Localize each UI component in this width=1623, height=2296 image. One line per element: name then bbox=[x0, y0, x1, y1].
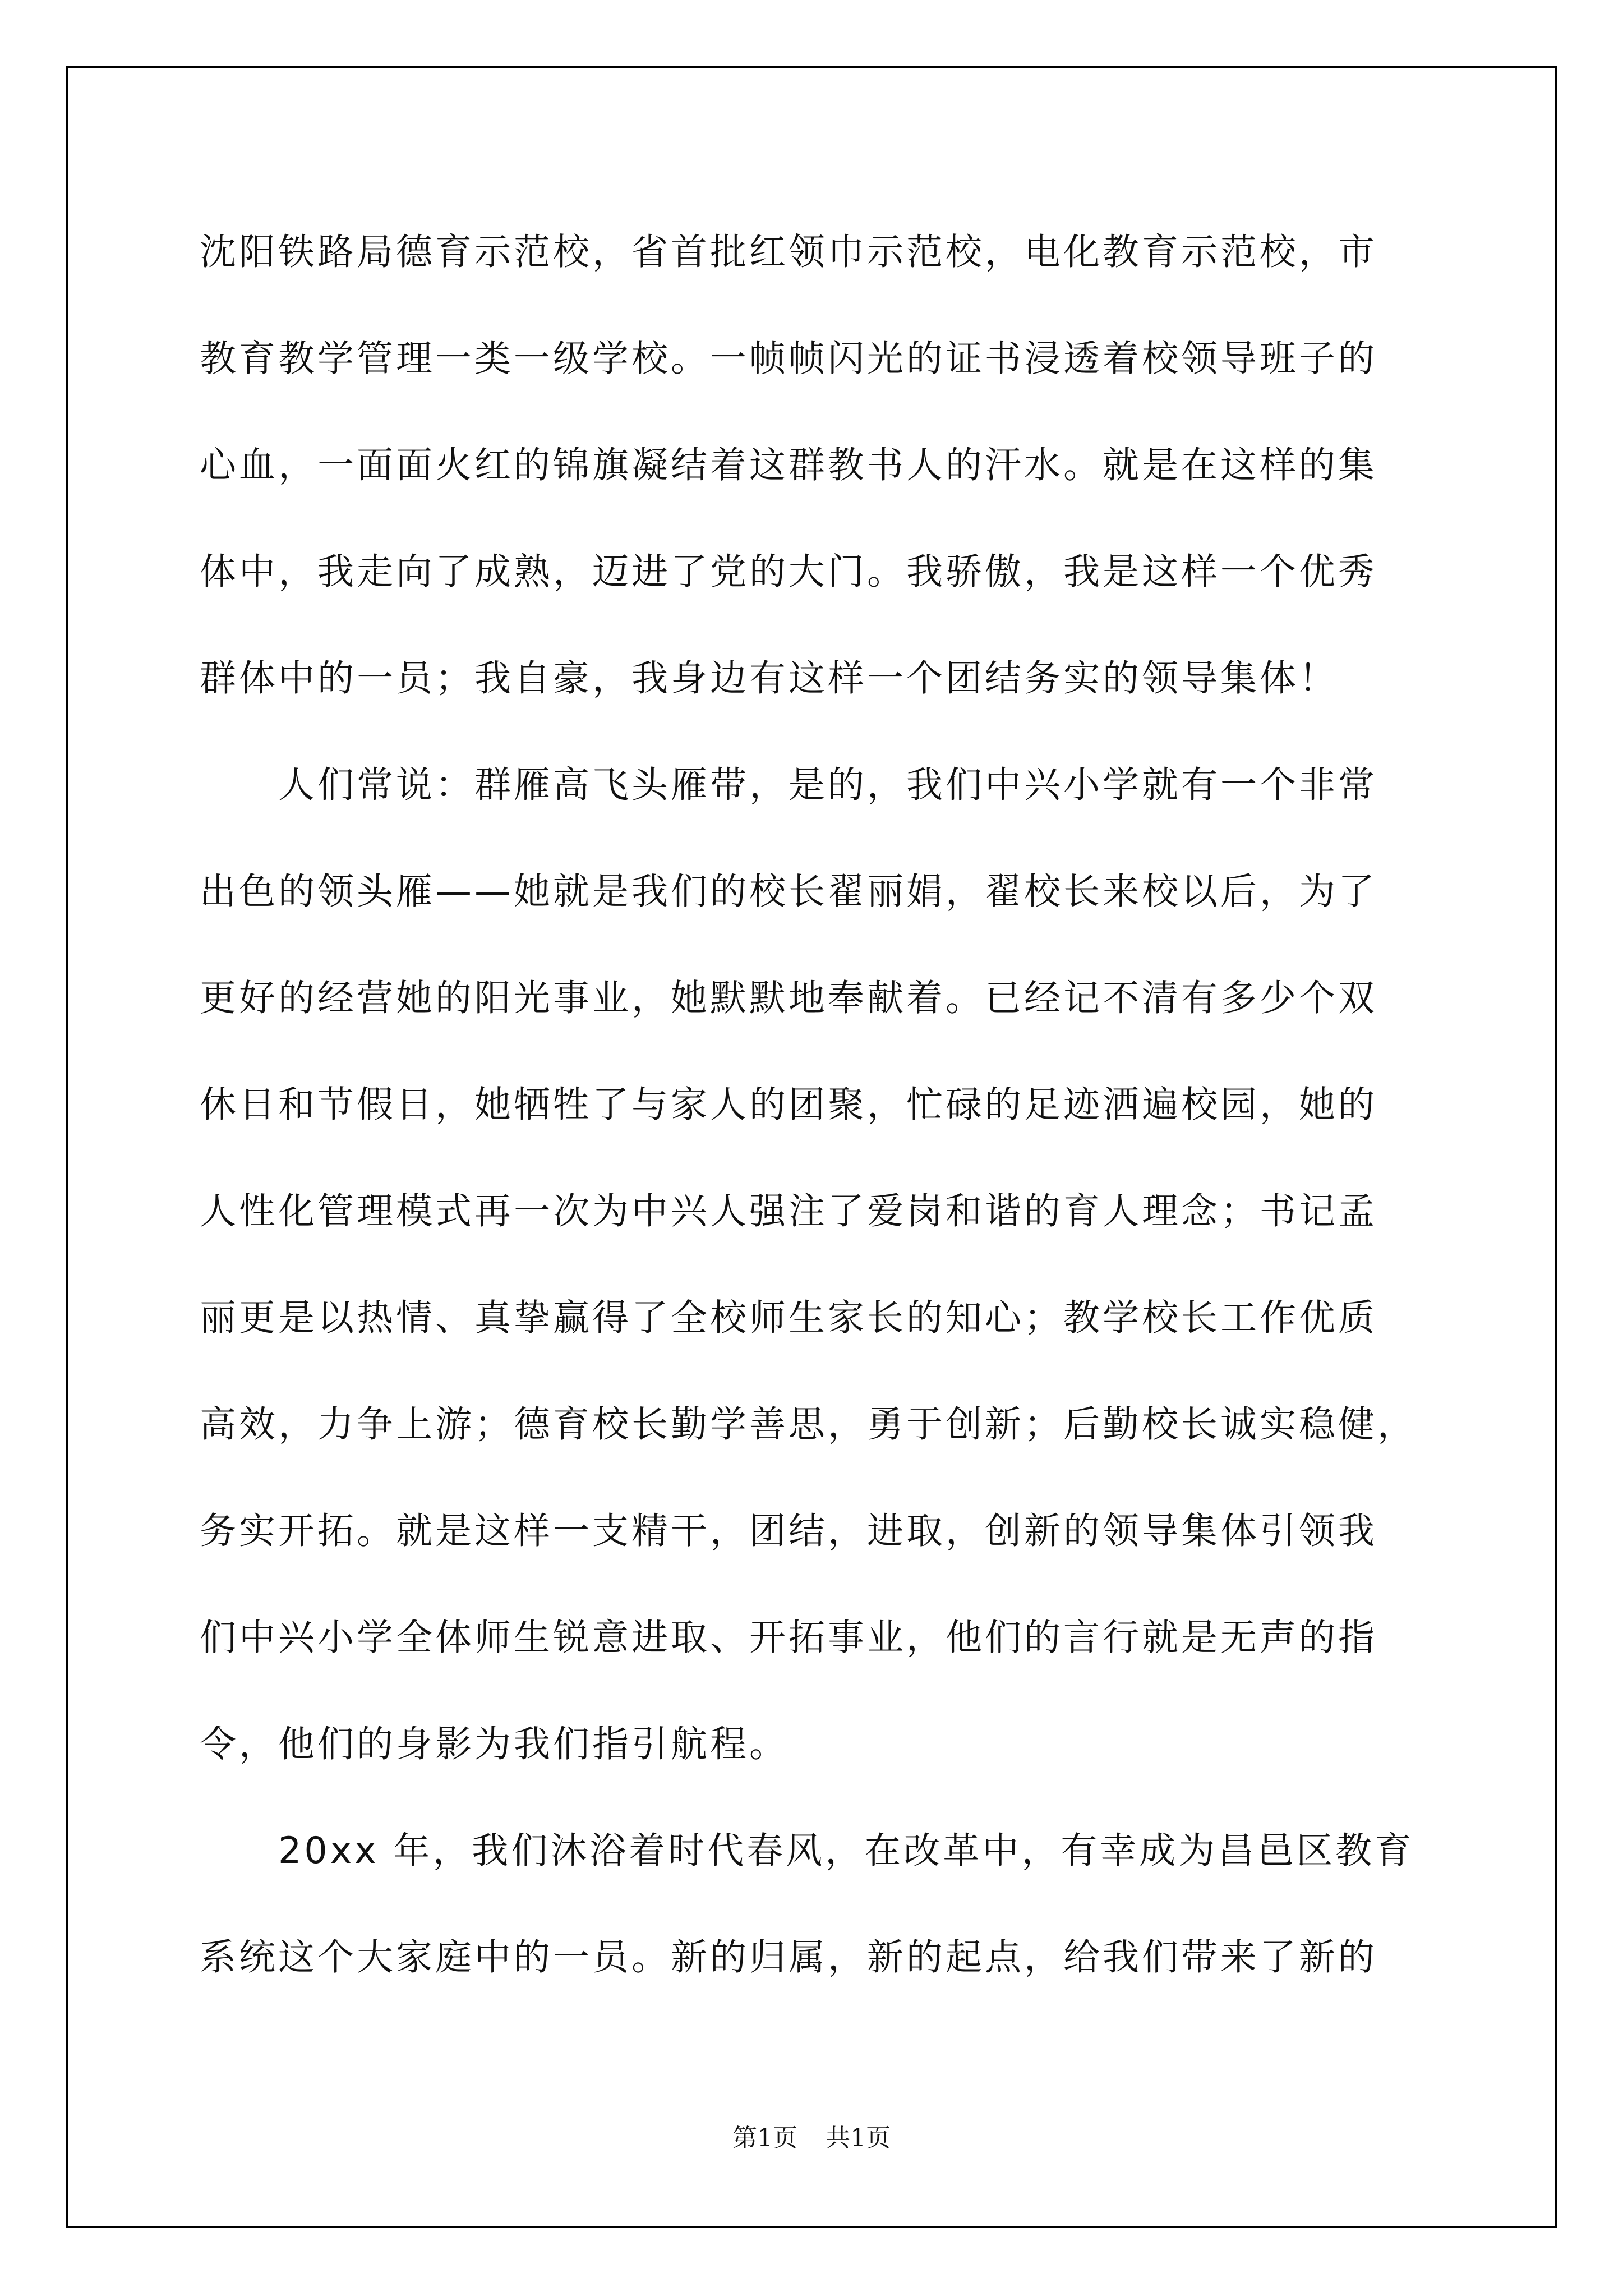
total-pages-label: 共1页 bbox=[826, 2124, 891, 2152]
text-line: 出色的领头雁——她就是我们的校长翟丽娟，翟校长来校以后，为了 bbox=[200, 871, 1378, 913]
text-line: 20xx 年，我们沐浴着时代春风，在改革中，有幸成为昌邑区教育 bbox=[278, 1830, 1414, 1872]
text-line: 群体中的一员；我自豪，我身边有这样一个团结务实的领导集体！ bbox=[200, 657, 1339, 700]
page-footer bbox=[0, 2118, 1623, 2154]
text-line: 更好的经营她的阳光事业，她默默地奉献着。已经记不清有多少个双 bbox=[200, 977, 1378, 1019]
text-line: 人们常说：群雁高飞头雁带，是的，我们中兴小学就有一个非常 bbox=[278, 764, 1378, 806]
page-number-label: 第1页 bbox=[732, 2124, 797, 2152]
text-line: 令，他们的身影为我们指引航程。 bbox=[200, 1723, 789, 1765]
text-line: 系统这个大家庭中的一员。新的归属，新的起点，给我们带来了新的 bbox=[200, 1936, 1378, 1978]
text-line: 人性化管理模式再一次为中兴人强注了爱岗和谐的育人理念；书记孟 bbox=[200, 1190, 1378, 1232]
text-line: 丽更是以热情、真挚赢得了全校师生家长的知心；教学校长工作优质 bbox=[200, 1297, 1378, 1339]
text-line: 心血，一面面火红的锦旗凝结着这群教书人的汗水。就是在这样的集 bbox=[200, 444, 1378, 486]
text-line: 务实开拓。就是这样一支精干，团结，进取，创新的领导集体引领我 bbox=[200, 1510, 1378, 1552]
text-line: 沈阳铁路局德育示范校，省首批红领巾示范校，电化教育示范校，市 bbox=[200, 231, 1378, 273]
text-line: 教育教学管理一类一级学校。一帧帧闪光的证书浸透着校领导班子的 bbox=[200, 338, 1378, 380]
text-line: 休日和节假日，她牺牲了与家人的团聚，忙碌的足迹洒遍校园，她的 bbox=[200, 1084, 1378, 1126]
text-line: 体中，我走向了成熟，迈进了党的大门。我骄傲，我是这样一个优秀 bbox=[200, 551, 1378, 593]
text-line: 高效，力争上游；德育校长勤学善思，勇于创新；后勤校长诚实稳健， bbox=[200, 1404, 1417, 1446]
text-line: 们中兴小学全体师生锐意进取、开拓事业，他们的言行就是无声的指 bbox=[200, 1617, 1378, 1659]
document-body bbox=[200, 199, 1445, 2011]
